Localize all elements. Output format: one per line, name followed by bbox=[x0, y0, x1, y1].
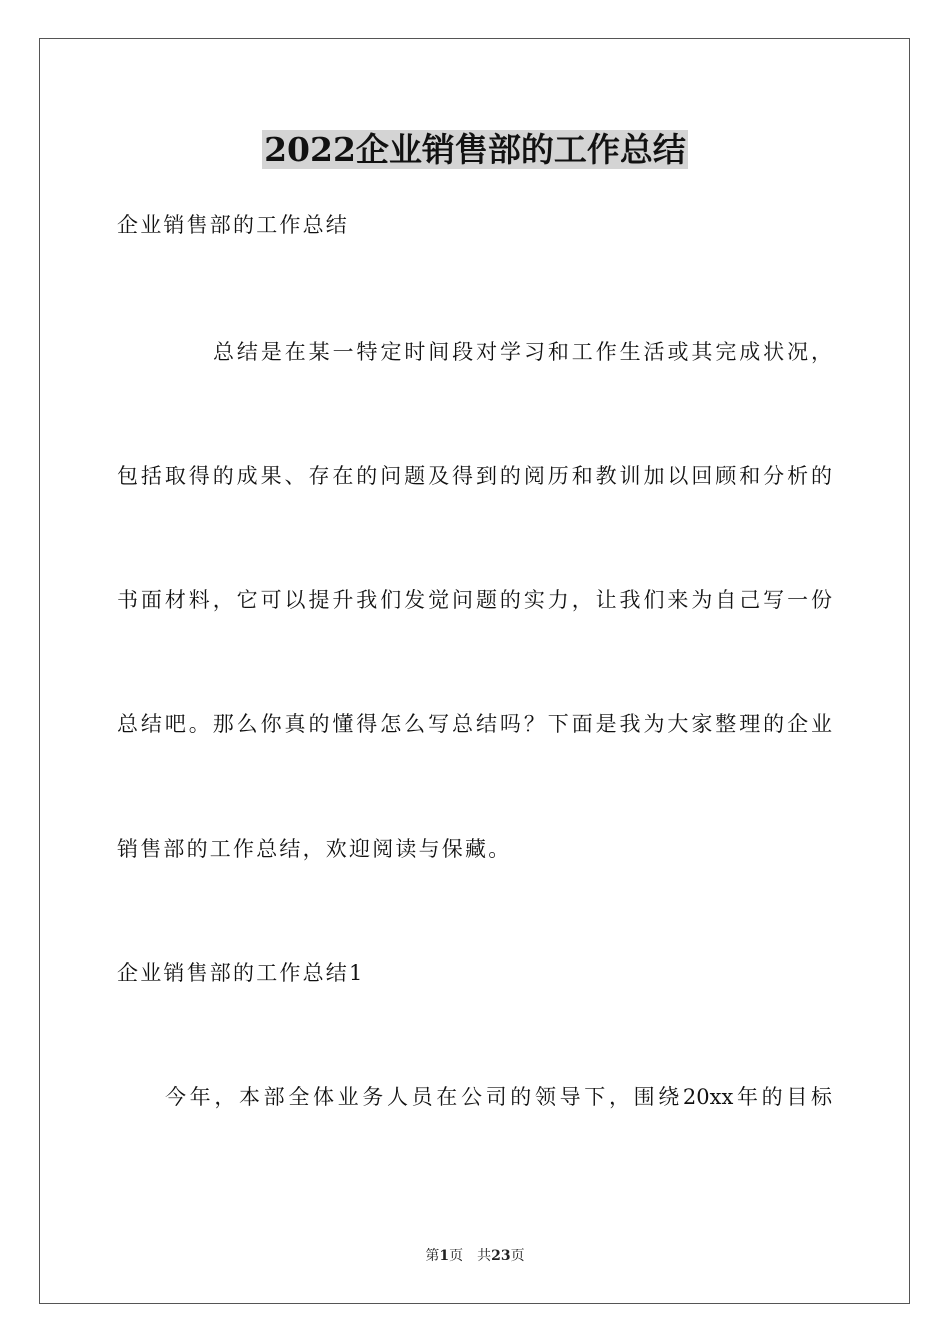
footer-page-current: 1 bbox=[439, 1248, 450, 1264]
intro-line-3: 书面材料，它可以提升我们发觉问题的实力，让我们来为自己写一份 bbox=[117, 588, 832, 612]
intro-line-5: 销售部的工作总结，欢迎阅读与保藏。 bbox=[117, 837, 512, 861]
intro-line-2: 包括取得的成果、存在的问题及得到的阅历和教训加以回顾和分析的 bbox=[117, 464, 832, 488]
page-footer bbox=[0, 1247, 950, 1265]
section-first-line: 今年，本部全体业务人员在公司的领导下，围绕20xx年的目标 bbox=[165, 1085, 832, 1109]
intro-line-4: 总结吧。那么你真的懂得怎么写总结吗？下面是我为大家整理的企业 bbox=[117, 712, 832, 736]
footer-page-prefix: 第 bbox=[425, 1248, 440, 1264]
footer-page-total: 23 bbox=[491, 1248, 511, 1264]
document-subtitle: 企业销售部的工作总结 bbox=[117, 213, 349, 237]
footer-page-suffix: 页 bbox=[510, 1248, 525, 1264]
intro-line-1: 总结是在某一特定时间段对学习和工作生活或其完成状况， bbox=[213, 340, 832, 364]
footer-page-mid: 页 共 bbox=[449, 1248, 492, 1264]
section-heading: 企业销售部的工作总结1 bbox=[117, 961, 365, 985]
document-title bbox=[0, 128, 950, 172]
document-title-text: 2022企业销售部的工作总结 bbox=[264, 130, 686, 169]
